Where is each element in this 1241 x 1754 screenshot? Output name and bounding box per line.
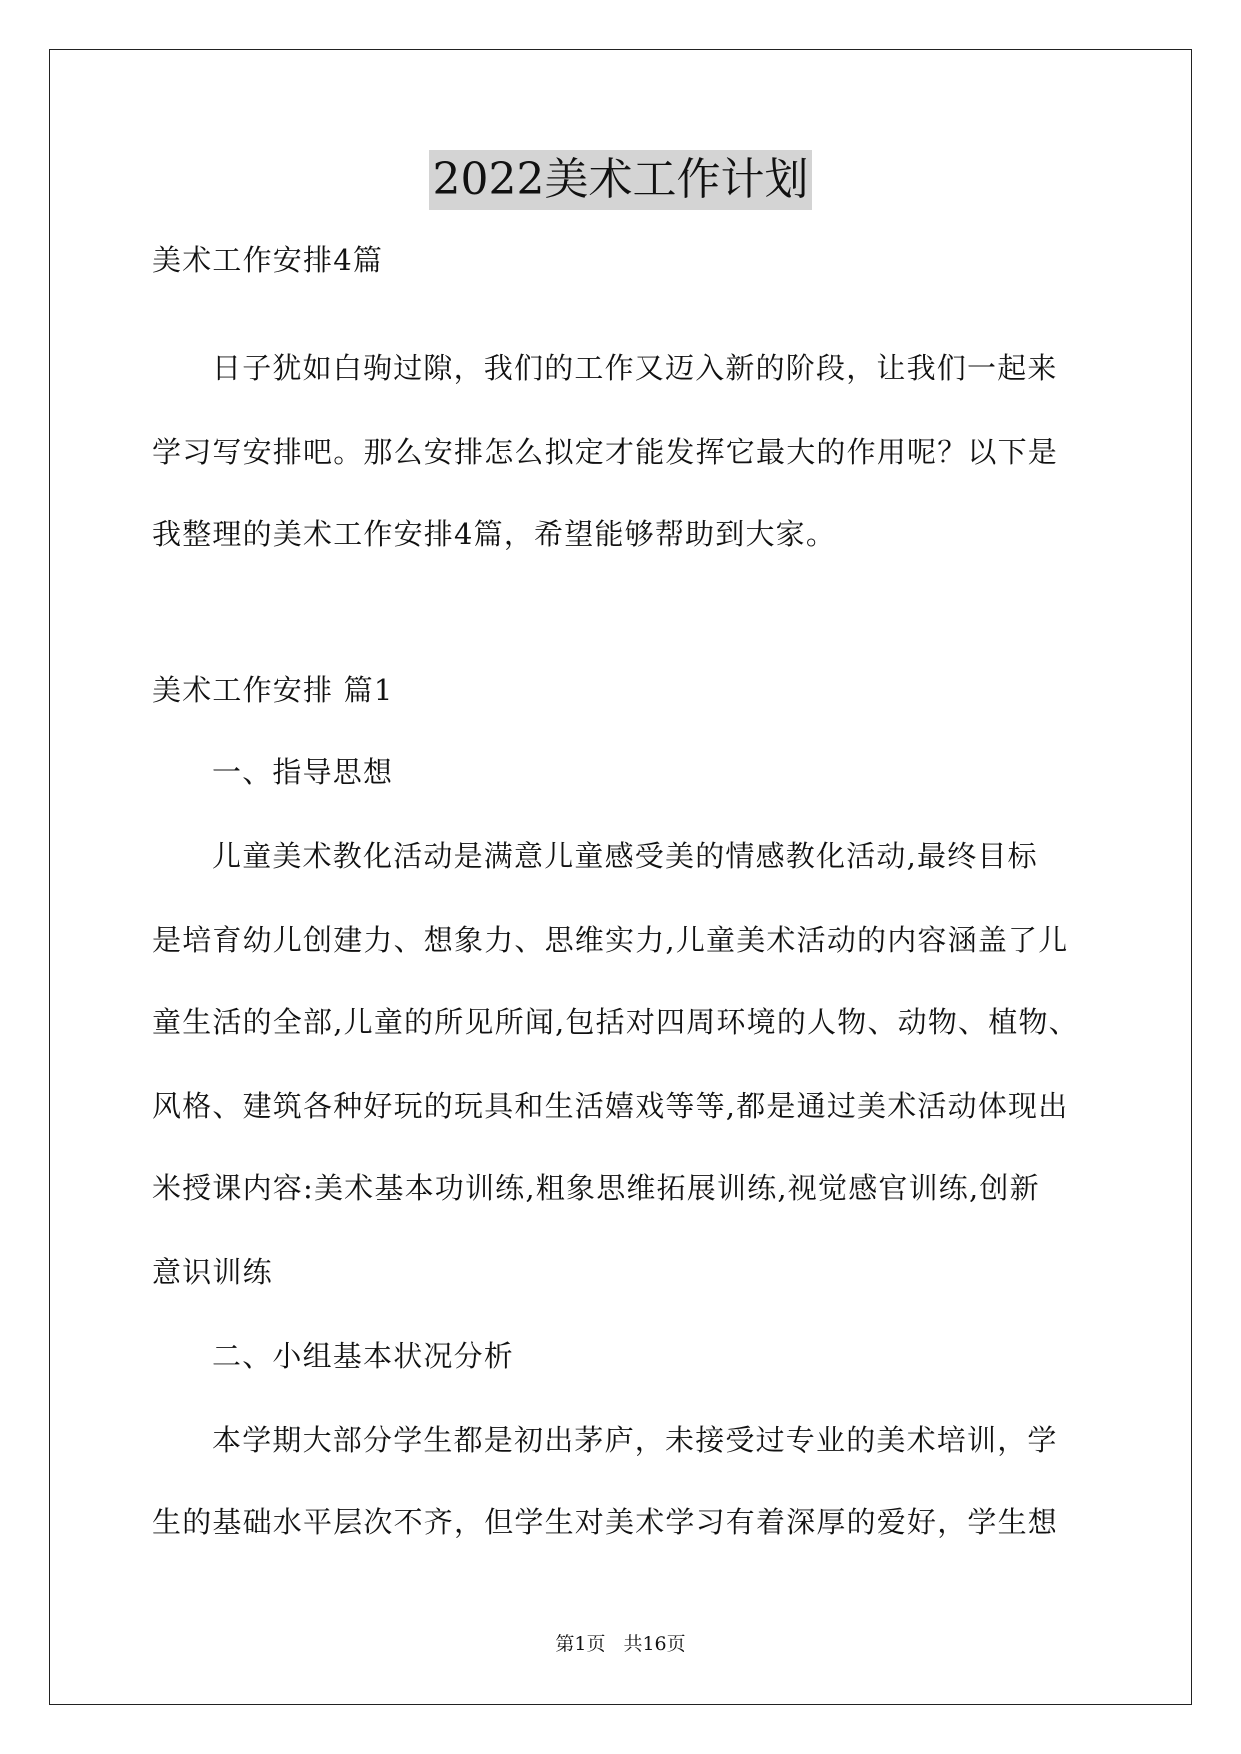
paragraph-line: 本学期大部分学生都是初出茅庐，未接受过专业的美术培训，学 (212, 1423, 1058, 1457)
page-footer (0, 1631, 1241, 1657)
subsection-heading: 二、小组基本状况分析 (212, 1339, 515, 1373)
paragraph-line: 米授课内容:美术基本功训练,粗象思维拓展训练,视觉感官训练,创新 (152, 1171, 1040, 1205)
paragraph-line: 意识训练 (152, 1255, 273, 1289)
document-title: 2022美术工作计划 (429, 150, 813, 210)
page-total: 共16页 (623, 1633, 686, 1655)
page-number: 第1页 (555, 1633, 606, 1655)
paragraph-line: 我整理的美术工作安排4篇，希望能够帮助到大家。 (152, 517, 837, 551)
paragraph-line: 风格、建筑各种好玩的玩具和生活嬉戏等等,都是通过美术活动体现出 (152, 1089, 1069, 1123)
paragraph-line: 童生活的全部,儿童的所见所闻,包括对四周环境的人物、动物、植物、 (152, 1005, 1079, 1039)
subsection-heading: 一、指导思想 (212, 755, 394, 789)
paragraph-line: 儿童美术教化活动是满意儿童感受美的情感教化活动,最终目标 (212, 839, 1038, 873)
subtitle-line: 美术工作安排4篇 (152, 243, 384, 277)
paragraph-line: 学习写安排吧。那么安排怎么拟定才能发挥它最大的作用呢？以下是 (152, 435, 1059, 469)
title-container (0, 150, 1241, 210)
paragraph-line: 日子犹如白驹过隙，我们的工作又迈入新的阶段，让我们一起来 (212, 351, 1058, 385)
section-heading: 美术工作安排 篇1 (152, 673, 394, 707)
paragraph-line: 生的基础水平层次不齐，但学生对美术学习有着深厚的爱好，学生想 (152, 1505, 1059, 1539)
paragraph-line: 是培育幼儿创建力、想象力、思维实力,儿童美术活动的内容涵盖了儿 (152, 923, 1069, 957)
